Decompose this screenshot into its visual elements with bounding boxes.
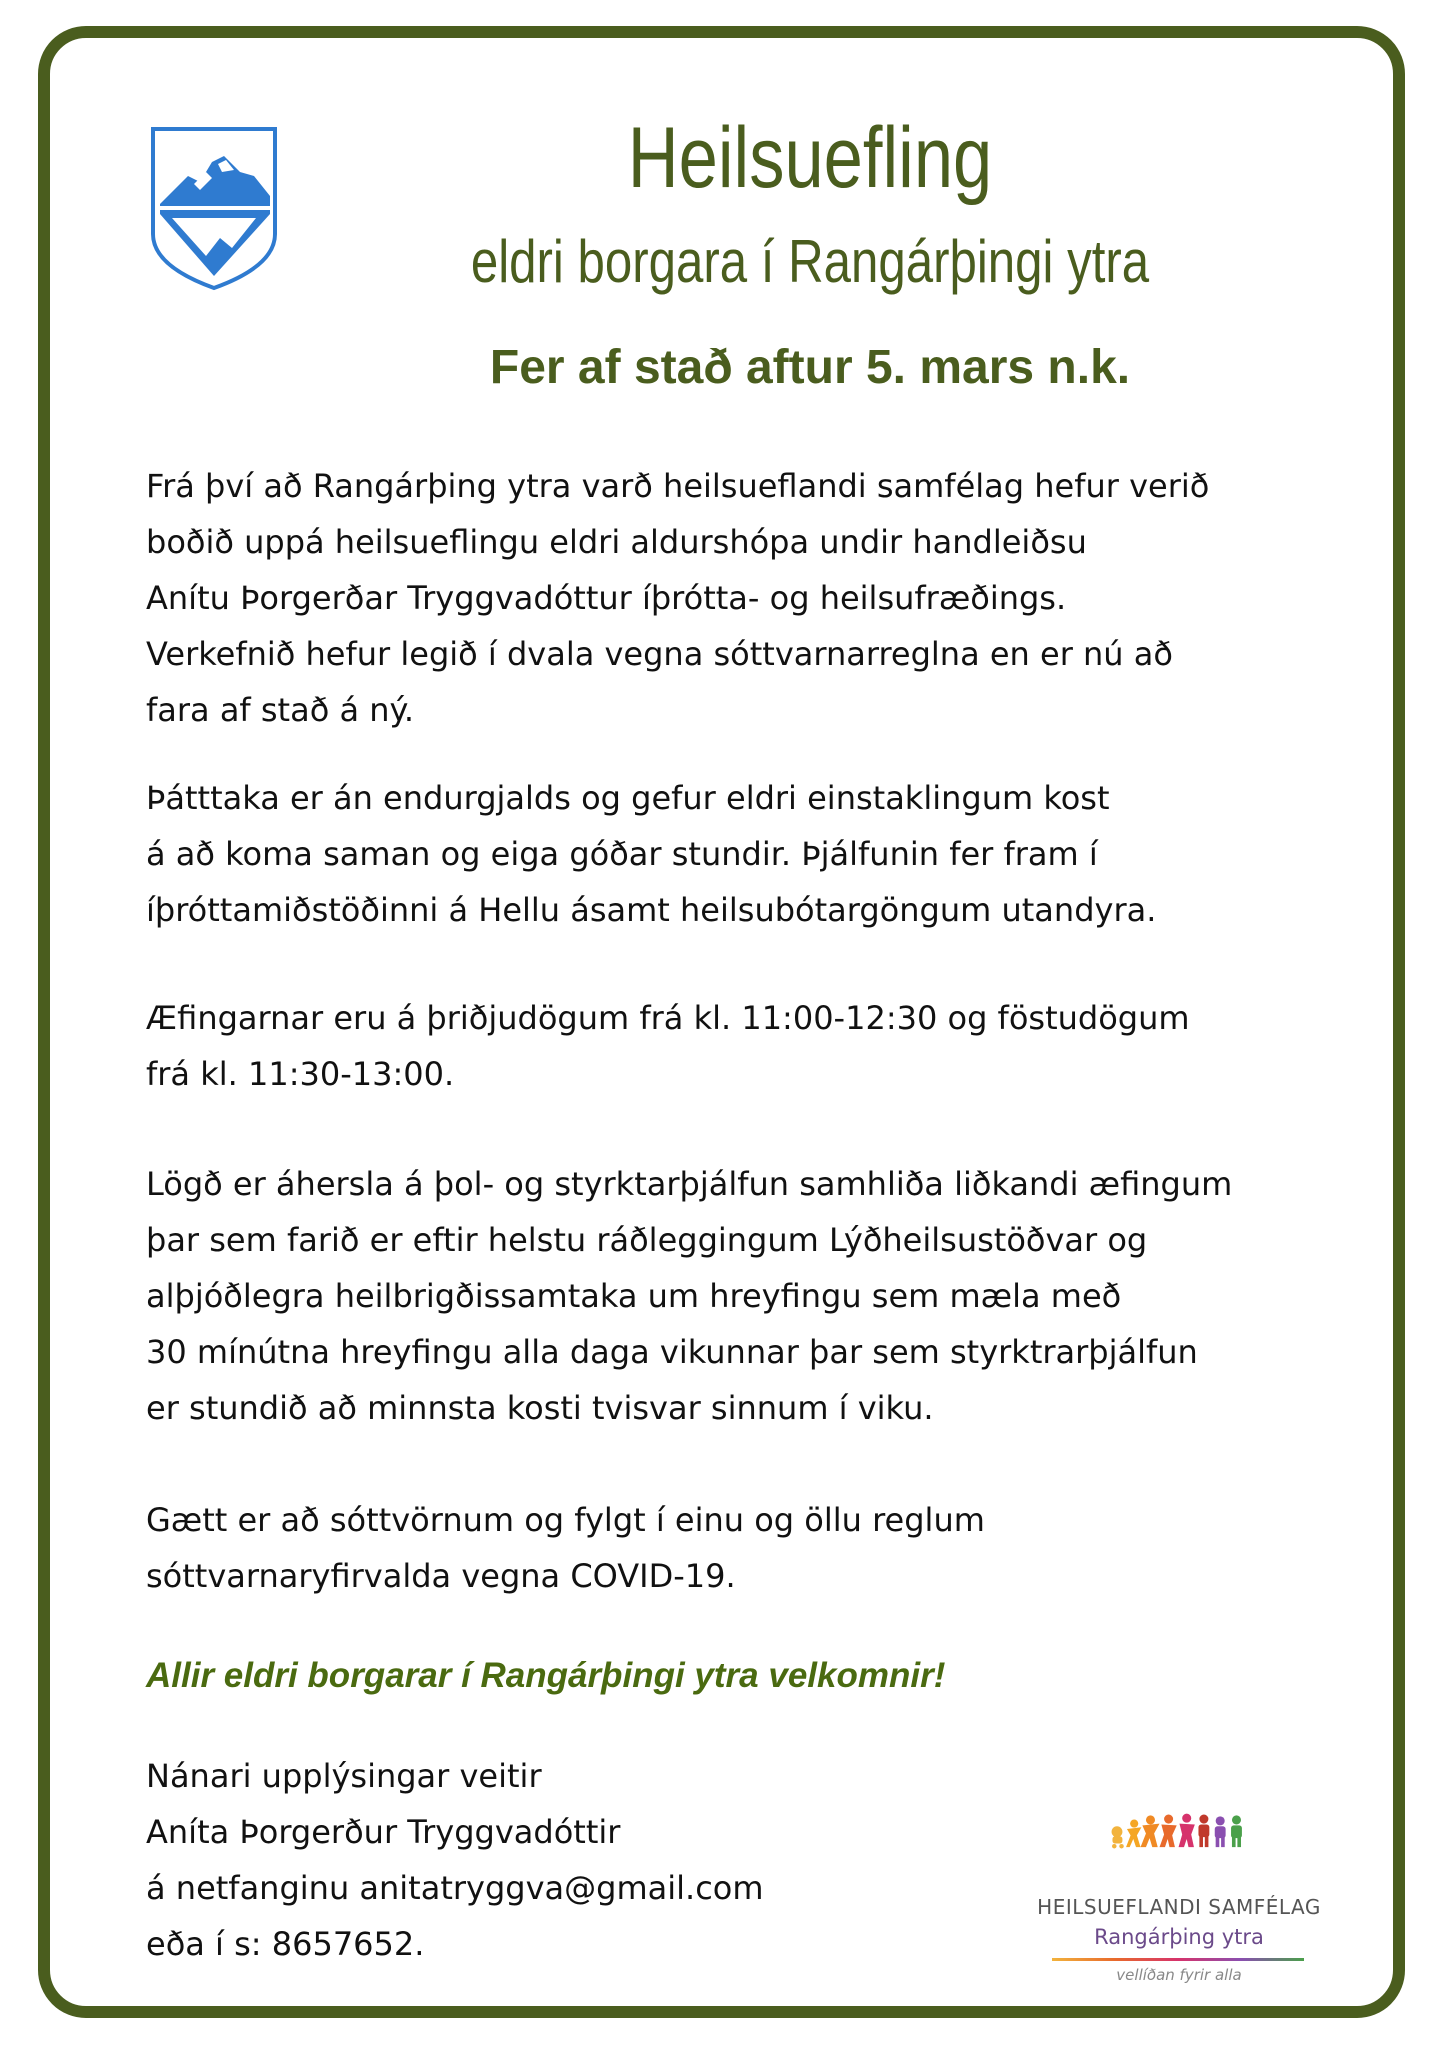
intro-paragraph: Frá því að Rangárþing ytra varð heilsueflandi samfélag hefur verið boðið uppá heilsueflingu eldri aldurshópa undir handleiðsu Anítu Þorgerðar Tryggvadóttur íþrótta- og heilsufræðings. Verkefnið hefur legið í dvala vegna sóttvarnarreglna en er nú að fara af stað á ný. bbox=[146, 467, 1210, 729]
page-subtitle: eldri borgara í Rangárþingi ytra bbox=[470, 228, 1150, 295]
logo-region-name: Rangárþing ytra bbox=[1094, 1925, 1264, 1949]
municipal-crest-logo bbox=[150, 126, 278, 291]
welcome-line: Allir eldri borgarar í Rangárþingi ytra velkomnir! bbox=[146, 1656, 946, 1695]
logo-color-rule bbox=[1052, 1958, 1304, 1961]
logo-org-name: HEILSUEFLANDI SAMFÉLAG bbox=[1037, 1895, 1321, 1919]
restart-date-headline: Fer af stað aftur 5. mars n.k. bbox=[489, 341, 1131, 394]
covid-paragraph: Gætt er að sóttvörnum og fylgt í einu og öllu reglum sóttvarnaryfirvalda vegna COVID-19. bbox=[146, 1501, 985, 1595]
logo-tagline: vellíðan fyrir alla bbox=[1116, 1966, 1242, 1984]
training-focus-paragraph: Lögð er áhersla á þol- og styrktarþjálfun samhliða liðkandi æfingum þar sem farið er eftir helstu ráðleggingum Lýðheilsustöðvar og alþjóðlegra heilbrigðissamtaka um hreyfingu sem mæla með 30 mínútna hreyfingu alla daga vikunnar þar sem styrktrarþjálfun er stundið að minnsta kosti tvisvar sinnum í viku. bbox=[146, 1165, 1233, 1427]
schedule-paragraph: Æfingarnar eru á þriðjudögum frá kl. 11:00-12:30 og föstudögum frá kl. 11:30-13:00. bbox=[146, 999, 1190, 1093]
heilsueflandi-people-logo bbox=[1024, 1810, 1334, 1896]
participation-paragraph: Þátttaka er án endurgjalds og gefur eldri einstaklingum kost á að koma saman og eiga góðar stundir. Þjálfunin fer fram í íþróttamiðstöðinni á Hellu ásamt heilsubótargöngum utandyra. bbox=[146, 779, 1157, 929]
contact-paragraph: Nánari upplýsingar veitir Aníta Þorgerður Tryggvadóttir á netfanginu anitatryggva@gmail.com eða í s: 8657652. bbox=[146, 1757, 764, 1963]
page-title: Heilsuefling bbox=[627, 110, 993, 206]
